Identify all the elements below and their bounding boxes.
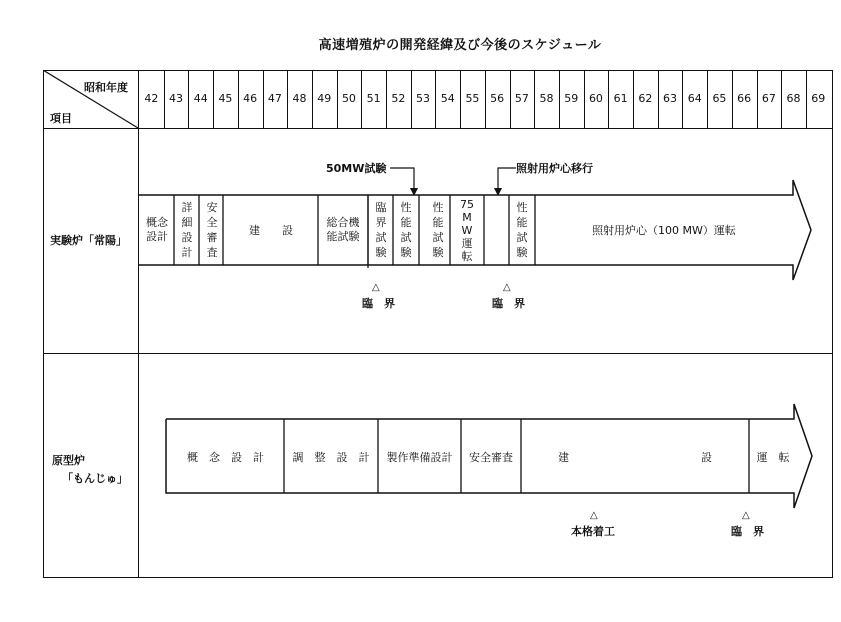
year-cell: 42 <box>144 92 159 105</box>
joyo-note-50mw: 50MW試験 <box>326 162 387 175</box>
joyo-phase-irradiation: 照射用炉心（100 MW）運転 <box>592 224 736 237</box>
year-divider <box>361 70 362 128</box>
year-cell: 54 <box>440 92 455 105</box>
year-divider <box>633 70 634 128</box>
year-cell: 63 <box>663 92 678 105</box>
year-cell: 46 <box>243 92 258 105</box>
monju-phase-adjustment: 調 整 設 計 <box>292 451 370 464</box>
year-divider <box>263 70 264 128</box>
year-cell: 60 <box>588 92 603 105</box>
year-divider <box>435 70 436 128</box>
joyo-phase-performance-test-1: 性 能 試 験 <box>400 201 412 259</box>
monju-phase-operation: 運 転 <box>756 451 790 464</box>
year-divider <box>658 70 659 128</box>
label-column-divider <box>138 70 139 578</box>
year-cell: 59 <box>564 92 579 105</box>
year-divider <box>312 70 313 128</box>
monju-milestone-criticality: 臨 界 <box>731 525 764 538</box>
year-cell: 43 <box>169 92 184 105</box>
year-divider <box>559 70 560 128</box>
monju-phase-safety: 安全審査 <box>469 451 513 464</box>
joyo-phase-safety: 安 全 審 査 <box>206 201 218 259</box>
year-cell: 52 <box>391 92 406 105</box>
year-cell: 53 <box>416 92 431 105</box>
year-divider <box>238 70 239 128</box>
year-cell: 68 <box>786 92 801 105</box>
year-divider <box>411 70 412 128</box>
year-cell: 48 <box>292 92 307 105</box>
joyo-phase-75mw: 75 M W 運 転 <box>460 198 474 263</box>
year-cell: 51 <box>366 92 381 105</box>
year-divider <box>534 70 535 128</box>
row-divider <box>43 353 833 354</box>
year-cell: 56 <box>490 92 505 105</box>
year-divider <box>781 70 782 128</box>
year-divider <box>707 70 708 128</box>
year-divider <box>188 70 189 128</box>
page-title: 高速増殖炉の開発経緯及び今後のスケジュール <box>318 38 602 53</box>
year-divider <box>287 70 288 128</box>
monju-phase-construction: 建 設 <box>558 451 712 464</box>
year-cell: 64 <box>687 92 702 105</box>
triangle-icon: △ <box>503 282 511 293</box>
era-label: 昭和年度 <box>84 81 128 94</box>
year-cell: 49 <box>317 92 332 105</box>
year-cell: 47 <box>267 92 282 105</box>
monju-phase-concept: 概 念 設 計 <box>187 451 264 464</box>
year-cell: 50 <box>341 92 356 105</box>
year-cell: 58 <box>539 92 554 105</box>
joyo-milestone-criticality-1: 臨 界 <box>362 297 395 310</box>
year-divider <box>164 70 165 128</box>
year-divider <box>337 70 338 128</box>
joyo-note-irradiation-core: 照射用炉心移行 <box>516 162 593 175</box>
year-divider <box>460 70 461 128</box>
year-divider <box>757 70 758 128</box>
monju-phase-prep: 製作準備設計 <box>386 451 453 464</box>
triangle-icon: △ <box>372 282 380 293</box>
joyo-phase-construction: 建 設 <box>249 224 293 237</box>
row-label-monju-2: 「もんじゅ」 <box>62 472 128 485</box>
year-divider <box>682 70 683 128</box>
year-divider <box>510 70 511 128</box>
triangle-icon: △ <box>590 510 598 521</box>
year-divider <box>584 70 585 128</box>
joyo-milestone-criticality-2: 臨 界 <box>492 297 525 310</box>
year-cell: 55 <box>465 92 480 105</box>
year-cell: 69 <box>811 92 826 105</box>
year-cell: 44 <box>193 92 208 105</box>
header-divider <box>43 128 833 129</box>
year-cell: 65 <box>712 92 727 105</box>
year-divider <box>732 70 733 128</box>
year-cell: 67 <box>761 92 776 105</box>
year-divider <box>213 70 214 128</box>
joyo-phase-detail: 詳 細 設 計 <box>181 201 193 259</box>
joyo-phase-performance-test-3: 性 能 試 験 <box>516 201 528 259</box>
year-cell: 61 <box>613 92 628 105</box>
joyo-phase-concept: 概念 設計 <box>146 216 168 243</box>
year-divider <box>806 70 807 128</box>
joyo-phase-functional-test: 総合機 能試験 <box>326 216 360 243</box>
year-cell: 45 <box>218 92 233 105</box>
year-cell: 66 <box>737 92 752 105</box>
item-label: 項目 <box>50 112 72 125</box>
year-divider <box>386 70 387 128</box>
joyo-phase-performance-test-2: 性 能 試 験 <box>432 201 444 259</box>
row-label-monju-1: 原型炉 <box>52 454 85 467</box>
row-label-joyo: 実験炉「常陽」 <box>50 234 127 247</box>
year-cell: 57 <box>514 92 529 105</box>
joyo-phase-criticality-test: 臨 界 試 験 <box>375 201 387 259</box>
joyo-note-irradiation-arrow <box>490 160 520 200</box>
year-divider <box>485 70 486 128</box>
joyo-note-50mw-arrow <box>390 160 430 200</box>
monju-milestone-start: 本格着工 <box>571 525 615 538</box>
year-cell: 62 <box>638 92 653 105</box>
triangle-icon: △ <box>742 510 750 521</box>
year-divider <box>608 70 609 128</box>
